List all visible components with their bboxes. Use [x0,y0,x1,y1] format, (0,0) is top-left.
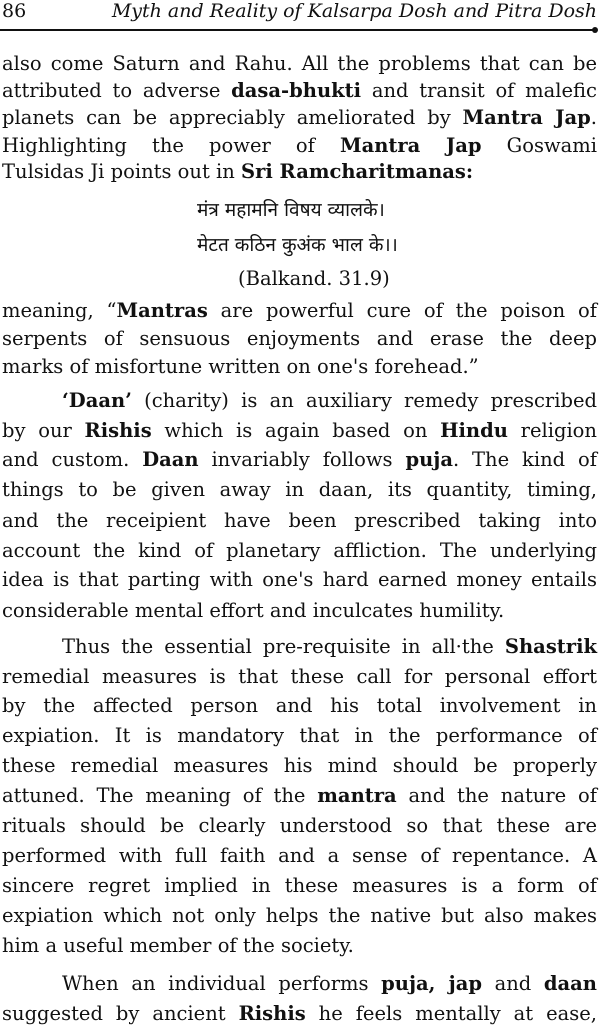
text-run: account the kind of planetary affliction. The underlying [2,539,597,562]
verse-citation [238,264,390,294]
text-run: मंत्र महामनि विषय व्यालके। [197,199,385,221]
text-run: meaning, “ [2,299,117,322]
bold-term: Daan [142,448,199,471]
bold-term: Shastrik [504,635,597,658]
text-run: attuned. The meaning of the [2,784,318,807]
text-line [2,781,597,811]
bold-term: Rishis [84,419,152,442]
text-line [2,49,597,79]
text-run: and the receipient have been prescribed taking into [2,509,597,532]
text-run: religion [507,419,597,442]
text-run: are powerful cure of the poison of [207,299,597,322]
text-line [2,721,597,751]
bold-term: Mantra Jap [462,106,591,129]
text-run: remedial measures is that these call for personal effort [2,665,597,688]
text-line [2,416,597,446]
text-run: Goswami [481,134,597,157]
text-line [2,103,597,133]
text-run: and transit of malefic [361,79,597,102]
header-rule-dot [592,27,598,33]
text-line [2,662,597,692]
text-run: considerable mental effort and inculcates humility. [2,599,505,622]
text-run: . The kind of [452,448,597,471]
text-line [2,157,597,187]
text-run: these remedial measures his mind should be properly [2,754,597,777]
bold-term: dasa-bhukti [231,79,362,102]
bold-term: daan [543,972,597,995]
text-run: idea is that parting with one's hard earned money entails [2,568,597,591]
page-number: 86 [2,0,27,22]
text-line [2,901,597,931]
text-run: which is again based on [151,419,441,442]
text-run: invariably follows [198,448,406,471]
text-run: serpents of sensuous enjoyments and erase the deep [2,327,597,350]
header-rule [0,29,594,31]
text-run: (Balkand. 31.9) [238,267,390,290]
text-run: When an individual performs [62,972,382,995]
text-run: he feels mentally at ease, [305,1002,598,1025]
text-line [2,596,597,626]
text-line [2,445,597,475]
text-line [2,475,597,505]
text-run: suggested by ancient [2,1002,239,1025]
text-line [2,811,597,841]
text-run: (charity) is an auxiliary remedy prescribed [131,389,597,412]
text-run: performed with full faith and a sense of repentance. A [2,844,597,867]
text-line [2,871,597,901]
text-run: and [481,972,544,995]
text-run: मेटत कठिन कुअंक भाल के।। [197,234,398,256]
verse-line [197,195,385,225]
text-line [62,386,597,416]
text-run: attributed to adverse [2,79,232,102]
bold-term: Hindu [440,419,508,442]
text-run: sincere regret implied in these measures is a form of [2,874,597,897]
bold-term: ‘Daan’ [62,389,132,412]
text-line [2,324,597,354]
text-line [2,352,597,382]
text-run: Tulsidas Ji points out in [2,160,241,183]
text-line [2,536,597,566]
text-run: him a useful member of the society. [2,934,354,957]
text-run: expiation. It is mandatory that in the performance of [2,724,597,747]
text-run: by the affected person and his total involvement in [2,694,597,717]
text-run: . [590,106,597,129]
text-run: by our [2,419,85,442]
text-run: rituals should be clearly understood so that these are [2,814,597,837]
text-line [2,841,597,871]
text-line [62,632,597,662]
bold-term: Mantras [116,299,208,322]
bold-term: Sri Ramcharitmanas: [241,160,474,183]
text-run: and the nature of [396,784,598,807]
text-run: Thus the essential pre-requisite in all·the [62,635,505,658]
text-run: marks of misfortune written on one's forehead.” [2,355,479,378]
bold-term: mantra [317,784,397,807]
text-line [2,931,597,961]
verse-line [197,230,398,260]
text-run: also come Saturn and Rahu. All the problems that can be [2,52,597,75]
text-run: Highlighting the power of [2,134,340,157]
text-line [2,691,597,721]
text-line [62,969,597,999]
text-line [2,296,597,326]
bold-term: Mantra Jap [340,134,482,157]
bold-term: puja [405,448,453,471]
text-line [2,565,597,595]
running-title: Myth and Reality of Kalsarpa Dosh and Pitra Dosh [111,0,597,22]
text-run: planets can be appreciably ameliorated by [2,106,463,129]
bold-term: Rishis [238,1002,306,1025]
text-line [2,506,597,536]
text-run: and custom. [2,448,143,471]
bold-term: puja, jap [381,972,482,995]
text-line [2,751,597,781]
text-run: expiation which not only helps the native but also makes [2,904,597,927]
text-run: things to be given away in daan, its quantity, timing, [2,478,597,501]
text-line [2,76,597,106]
